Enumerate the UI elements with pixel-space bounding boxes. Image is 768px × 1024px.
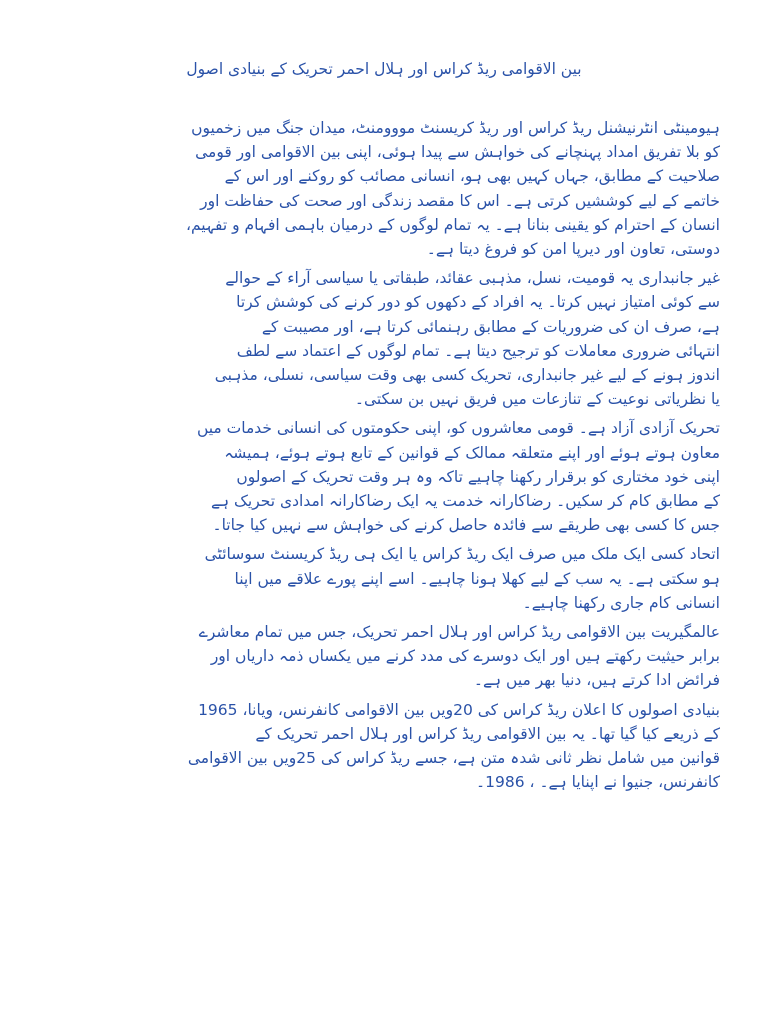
text-line: انسانی کام جاری رکھنا چاہیے۔ xyxy=(522,593,720,612)
text-line: سے کوئی امتیاز نہیں کرتا۔ یہ افراد کے دکھوں کو دور کرنے کی کوشش کرتا xyxy=(236,293,720,312)
text-line: ہیومینٹی انٹرنیشنل ریڈ کراس اور ریڈ کریسنٹ مووومنٹ، میدان جنگ میں زخمیوں xyxy=(191,119,720,137)
text-line: معاون ہوتے ہوئے اور اپنے متعلقہ ممالک کے قوانین کے تابع ہوتے ہوئے، ہمیشہ xyxy=(224,443,720,462)
text-line: برابر حیثیت رکھتے ہیں اور ایک دوسرے کی مدد کرنے میں یکساں ذمہ داریاں اور xyxy=(210,647,720,666)
text-line: کے ذریعے کیا گیا تھا۔ یہ بین الاقوامی ریڈ کراس اور ہلال احمر تحریک کے xyxy=(255,724,720,743)
text-line: اپنی خود مختاری کو برقرار رکھنا چاہیے تاکہ وہ ہر وقت تحریک کے اصولوں xyxy=(236,467,720,486)
text-line: کانفرنس، جنیوا نے اپنایا ہے۔ ، 1986۔ xyxy=(476,773,720,792)
text-line: یا نظریاتی نوعیت کے تنازعات میں فریق نہیں بن سکتی۔ xyxy=(354,390,720,409)
text-line: خاتمے کے لیے کوششیں کرتی ہے۔ اس کا مقصد زندگی اور صحت کی حفاظت اور xyxy=(200,191,720,210)
text-line: قوانین میں شامل نظر ثانی شدہ متن ہے، جسے ریڈ کراس کی 25ویں بین الاقوامی xyxy=(187,749,720,768)
text-line: دوستی، تعاون اور دیرپا امن کو فروغ دیتا ہے۔ xyxy=(426,240,720,259)
text-line: کو بلا تفریق امداد پہنچانے کی خواہش سے پیدا ہوئی، اپنی بین الاقوامی اور قومی xyxy=(195,143,720,162)
paragraph xyxy=(64,620,720,693)
text-line: کے مطابق کام کر سکیں۔ رضاکارانہ خدمت یہ ایک رضاکارانہ امدادی تحریک ہے xyxy=(210,492,720,511)
text-line: بنیادی اصولوں کا اعلان ریڈ کراس کی 20ویں بین الاقوامی کانفرنس، ویانا، 1965 xyxy=(198,700,720,719)
text-line: فرائض ادا کرتے ہیں، دنیا بھر میں ہے۔ xyxy=(473,671,720,690)
text-line: ہو سکتی ہے۔ یہ سب کے لیے کھلا ہونا چاہیے۔ اسے اپنے پورے علاقے میں اپنا xyxy=(234,569,720,588)
paragraph xyxy=(64,698,720,795)
text-line: عالمگیریت بین الاقوامی ریڈ کراس اور ہلال احمر تحریک، جس میں تمام معاشرے xyxy=(198,623,720,642)
text-line: انسان کے احترام کو یقینی بنانا ہے۔ یہ تمام لوگوں کے درمیان باہمی افہام و تفہیم، xyxy=(185,215,720,234)
text-line: تحریک آزادی آزاد ہے۔ قومی معاشروں کو، اپنی حکومتوں کی انسانی خدمات میں xyxy=(196,419,720,438)
paragraph xyxy=(64,116,720,261)
paragraph xyxy=(64,542,720,615)
text-line: اتحاد کسی ایک ملک میں صرف ایک ریڈ کراس یا ایک ہی ریڈ کریسنٹ سوسائٹی xyxy=(204,545,720,564)
paragraph xyxy=(64,416,720,537)
text-line: ہے، صرف ان کی ضروریات کے مطابق رہنمائی کرتا ہے، اور مصیبت کے xyxy=(261,317,720,336)
document-body xyxy=(64,116,720,799)
document-title: بین الاقوامی ریڈ کراس اور ہلال احمر تحریک کے بنیادی اصول xyxy=(186,60,582,78)
paragraph xyxy=(64,266,720,411)
text-line: جس کا کسی بھی طریقے سے فائدہ حاصل کرنے کی خواہش سے نہیں کیا جاتا۔ xyxy=(212,516,720,535)
text-line: انتہائی ضروری معاملات کو ترجیح دیتا ہے۔ تمام لوگوں کے اعتماد سے لطف xyxy=(236,341,720,360)
text-line: غیر جانبداری یہ قومیت، نسل، مذہبی عقائد، طبقاتی یا سیاسی آراء کے حوالے xyxy=(225,269,720,288)
text-line: صلاحیت کے مطابق، جہاں کہیں بھی ہو، انسانی مصائب کو روکنے اور اس کے xyxy=(224,167,720,186)
text-line: اندوز ہونے کے لیے غیر جانبداری، تحریک کسی بھی وقت سیاسی، نسلی، مذہبی xyxy=(214,366,720,385)
